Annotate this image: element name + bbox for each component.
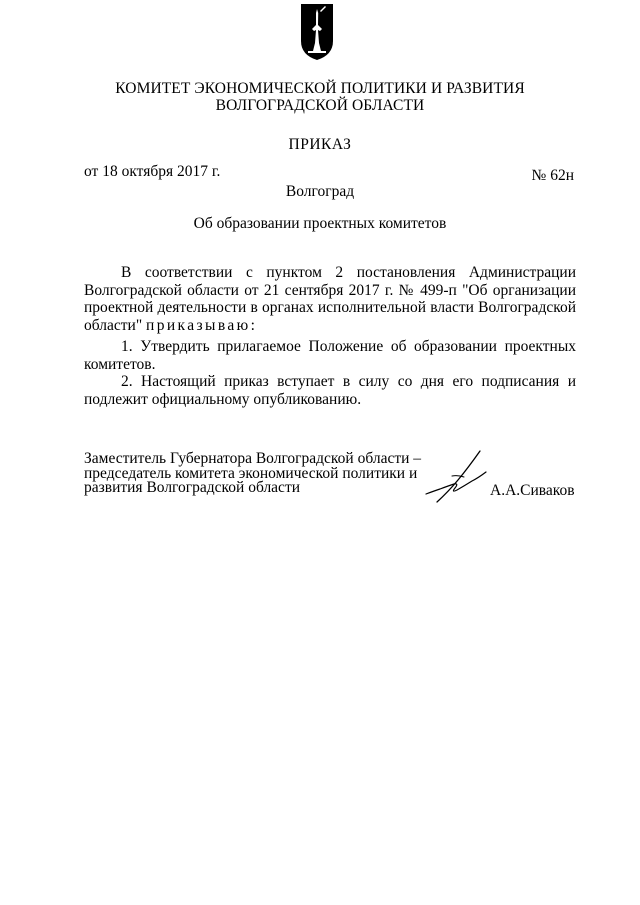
preamble-paragraph xyxy=(84,264,576,334)
document-subject: Об образовании проектных комитетов xyxy=(193,215,447,232)
document-number: № 62н xyxy=(531,167,574,184)
signer-position xyxy=(84,452,434,496)
organization-name-line1: КОМИТЕТ ЭКОНОМИЧЕСКОЙ ПОЛИТИКИ И РАЗВИТИЯ xyxy=(115,80,525,97)
document-date: от 18 октября 2017 г. xyxy=(84,163,221,180)
order-item-2: 2. Настоящий приказ вступает в силу со дня его подписания и подлежит официальному опубликованию. xyxy=(84,373,576,408)
signer-position-line1: Заместитель Губернатора Волгоградской области – xyxy=(84,450,422,467)
signer-name: А.А.Сиваков xyxy=(490,482,575,499)
order-word: приказываю: xyxy=(146,316,258,334)
document-type: ПРИКАЗ xyxy=(288,136,352,153)
handwritten-signature-icon xyxy=(424,448,492,506)
signer-position-line3: развития Волгоградской области xyxy=(84,479,301,496)
signer-position-line2: председатель комитета экономической политики и xyxy=(84,464,418,482)
coat-of-arms-icon xyxy=(300,3,334,61)
preamble-text: В соответствии с пунктом 2 постановления Администрации Волгоградской области от 21 сентября 2017 г. № 499-п "Об организации проектной деятельности в органах исполнительной власти Волгоградской области" xyxy=(84,264,576,334)
document-city: Волгоград xyxy=(285,183,355,200)
organization-name-line2: ВОЛГОГРАДСКОЙ ОБЛАСТИ xyxy=(215,97,425,114)
order-item-1: 1. Утвердить прилагаемое Положение об образовании проектных комитетов. xyxy=(84,338,576,373)
